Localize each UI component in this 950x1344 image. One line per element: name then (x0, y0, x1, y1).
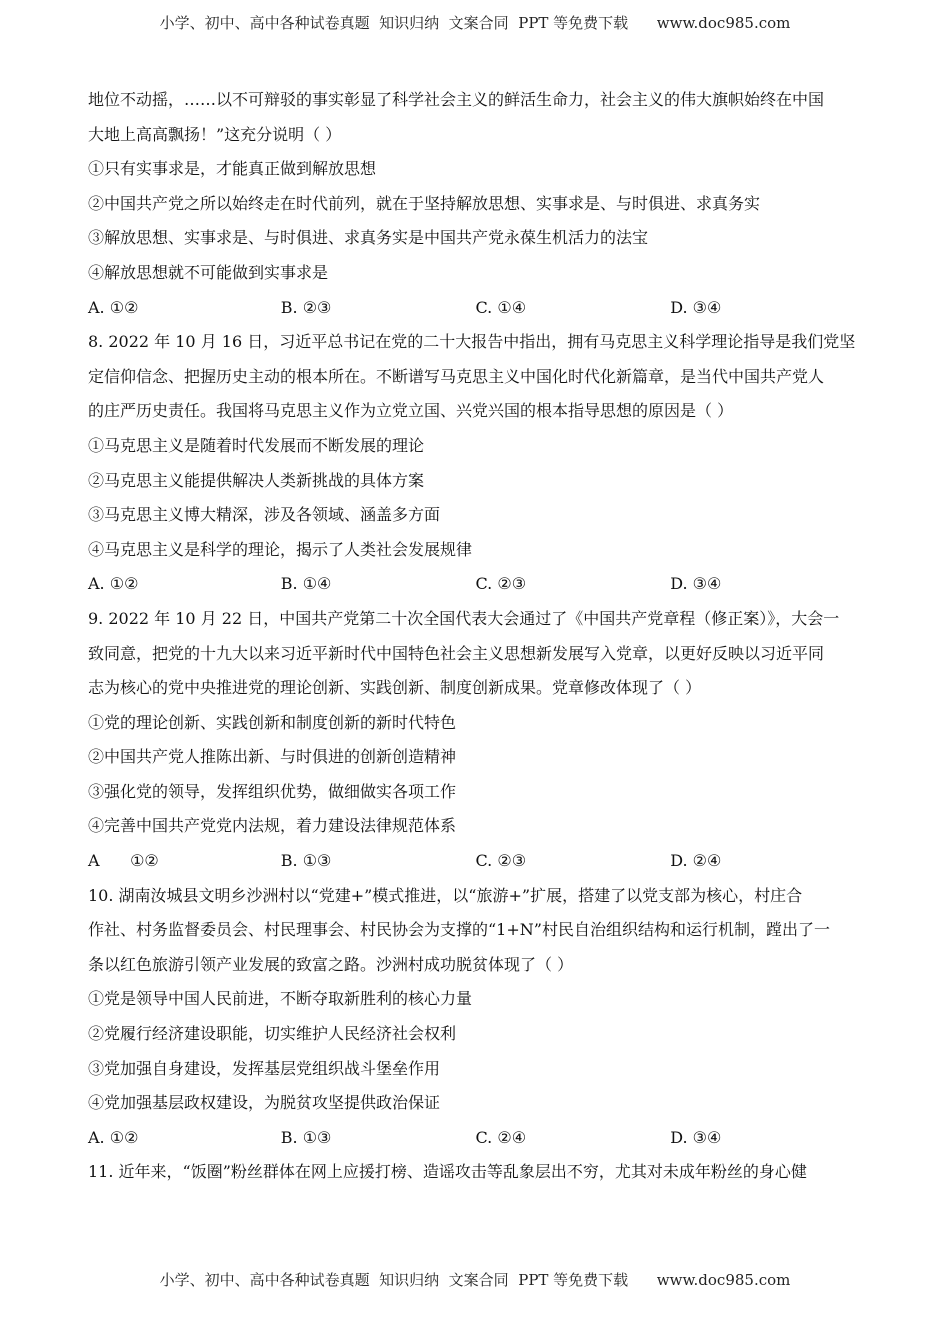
option-a: A. ①② (88, 1127, 139, 1147)
option-b: B. ②③ (280, 297, 332, 317)
option-d: D. ③④ (670, 1127, 722, 1147)
question-stem-line: 定信仰信念、把握历史主动的根本所在。不断谱写马克思主义中国化时代化新篇章，是当代中国共产党人 (88, 366, 825, 386)
statement-item: ②中国共产党人推陈出新、与时俱进的创新创造精神 (88, 747, 457, 767)
option-b: B. ①③ (280, 851, 332, 871)
option-c: C. ①④ (475, 297, 527, 317)
statement-item: ④完善中国共产党党内法规，着力建设法律规范体系 (88, 816, 457, 836)
statement-item: ③强化党的领导，发挥组织优势，做细做实各项工作 (88, 781, 457, 801)
option-c: C. ②③ (475, 851, 527, 871)
page-footer: 小学、初中、高中各种试卷真题 知识归纳 文案合同 PPT 等免费下载 www.doc985.com (159, 1271, 791, 1289)
option-d: D. ③④ (670, 297, 722, 317)
option-a: A. ①② (88, 574, 139, 594)
question-stem-line: 8. 2022 年 10 月 16 日，习近平总书记在党的二十大报告中指出，拥有马克思主义科学理论指导是我们党坚 (88, 332, 856, 352)
option-c: C. ②③ (475, 574, 527, 594)
question-stem-line: 大地上高高飘扬！”这充分说明（ ） (88, 124, 342, 144)
exam-page (88, 88, 863, 1195)
option-b: B. ①③ (280, 1127, 332, 1147)
statement-item: ①党的理论创新、实践创新和制度创新的新时代特色 (88, 712, 457, 732)
question-stem-line: 条以红色旅游引领产业发展的致富之路。沙洲村成功脱贫体现了（ ） (88, 954, 574, 974)
question-stem-line: 9. 2022 年 10 月 22 日，中国共产党第二十次全国代表大会通过了《中国共产党章程（修正案）》，大会一 (88, 608, 840, 628)
question-stem-line: 志为核心的党中央推进党的理论创新、实践创新、制度创新成果。党章修改体现了（ ） (88, 678, 702, 698)
statement-item: ①马克思主义是随着时代发展而不断发展的理论 (88, 435, 425, 455)
question-8 (88, 330, 863, 607)
question-stem-line: 11. 近年来，“饭圈”粉丝群体在网上应援打榜、造谣攻击等乱象层出不穷，尤其对未成年粉丝的身心健 (88, 1162, 807, 1182)
statement-item: ①只有实事求是，才能真正做到解放思想 (88, 159, 377, 179)
question-stem-line: 致同意，把党的十九大以来习近平新时代中国特色社会主义思想新发展写入党章，以更好反映以习近平同 (88, 643, 825, 663)
question-9 (88, 607, 863, 884)
option-c: C. ②④ (475, 1127, 527, 1147)
statement-item: ③马克思主义博大精深，涉及各领域、涵盖多方面 (88, 505, 441, 525)
question-11 (88, 1160, 863, 1195)
question-stem-line: 10. 湖南汝城县文明乡沙洲村以“党建+”模式推进，以“旅游+”扩展，搭建了以党支部为核心，村庄合 (88, 885, 803, 905)
question-7 (88, 88, 863, 330)
option-a: A ①② (88, 851, 159, 871)
statement-item: ③党加强自身建设，发挥基层党组织战斗堡垒作用 (88, 1058, 441, 1078)
statement-item: ④解放思想就不可能做到实事求是 (88, 262, 329, 282)
statement-item: ①党是领导中国人民前进，不断夺取新胜利的核心力量 (88, 989, 473, 1009)
question-stem-line: 作社、村务监督委员会、村民理事会、村民协会为支撑的“1+N”村民自治组织结构和运行机制，蹚出了一 (88, 920, 830, 940)
option-a: A. ①② (88, 297, 139, 317)
answer-options (88, 296, 863, 331)
statement-item: ④党加强基层政权建设，为脱贫攻坚提供政治保证 (88, 1093, 441, 1113)
answer-options (88, 572, 863, 607)
statement-item: ③解放思想、实事求是、与时俱进、求真务实是中国共产党永葆生机活力的法宝 (88, 228, 649, 248)
option-d: D. ②④ (670, 851, 722, 871)
page-header: 小学、初中、高中各种试卷真题 知识归纳 文案合同 PPT 等免费下载 www.doc985.com (159, 14, 791, 32)
statement-item: ②马克思主义能提供解决人类新挑战的具体方案 (88, 470, 425, 490)
question-10 (88, 884, 863, 1161)
answer-options (88, 849, 863, 884)
answer-options (88, 1126, 863, 1161)
option-b: B. ①④ (280, 574, 332, 594)
question-stem-line: 的庄严历史责任。我国将马克思主义作为立党立国、兴党兴国的根本指导思想的原因是（ ） (88, 401, 734, 421)
option-d: D. ③④ (670, 574, 722, 594)
question-stem-line: 地位不动摇，……以不可辩驳的事实彰显了科学社会主义的鲜活生命力，社会主义的伟大旗帜始终在中国 (88, 90, 825, 109)
statement-item: ④马克思主义是科学的理论，揭示了人类社会发展规律 (88, 539, 473, 559)
statement-item: ②中国共产党之所以始终走在时代前列，就在于坚持解放思想、实事求是、与时俱进、求真务实 (88, 193, 761, 213)
statement-item: ②党履行经济建设职能，切实维护人民经济社会权利 (88, 1024, 457, 1044)
